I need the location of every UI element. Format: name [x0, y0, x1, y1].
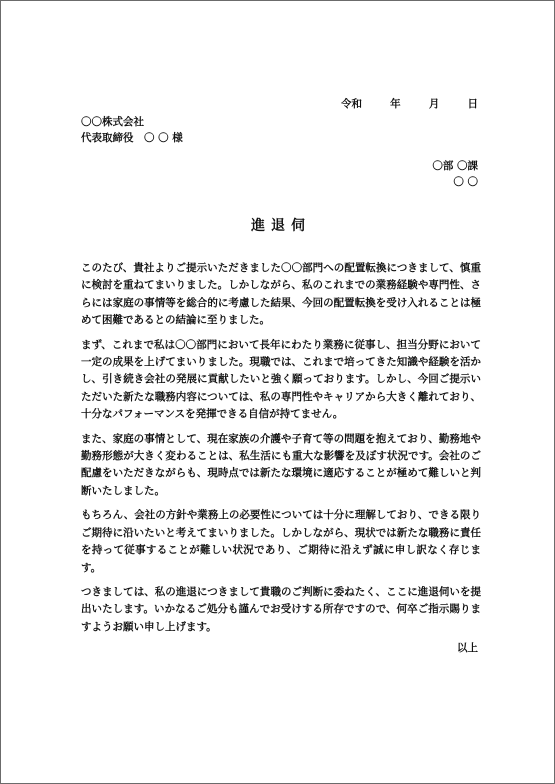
- recipient-block: [81, 114, 183, 146]
- body-paragraph: このたび、貴社よりご提示いただきました〇〇部門への配置転換につきまして、慎重に検討を重ねてまいりました。しかしながら、私のこれまでの業務経験や専門性、さらには家庭の事情等を総合的に考慮した結果、今回の配置転換を受け入れることは極めて困難であるとの結論に至りました。: [81, 262, 481, 327]
- sender-block: [81, 158, 478, 190]
- letter-date: 令和 年 月 日: [341, 98, 478, 110]
- letter-title: 進退伺: [251, 218, 311, 234]
- sender-name: 〇 〇: [453, 176, 478, 188]
- recipient-company: 〇〇株式会社: [81, 116, 144, 128]
- letter-body: [81, 260, 481, 643]
- closing-word: 以上: [457, 642, 478, 654]
- body-paragraph: まず、これまで私は〇〇部門において長年にわたり業務に従事し、担当分野において一定の成果を上げてまいりました。現職では、これまで培ってきた知識や経験を活かし、引き続き会社の発展に貢献したいと強く願っております。しかし、今回ご提示いただいた新たな職務内容については、私の専門性やキャリアから大きく離れており、十分なパフォーマンスを発揮できる自信が持てません。: [81, 338, 481, 421]
- sender-department: 〇部 〇課: [432, 160, 478, 172]
- body-paragraph: つきましては、私の進退につきまして貴職のご判断に委ねたく、ここに進退伺いを提出いたします。いかなるご処分も謹んでお受けする所存ですので、何卒ご指示賜りますようお願い申し上げます。: [81, 585, 481, 633]
- body-paragraph: また、家庭の事情として、現在家族の介護や子育て等の問題を抱えており、勤務地や勤務形態が大きく変わることは、私生活にも重大な影響を及ぼす状況です。会社のご配慮をいただきながらも、現時点では新たな環境に適応することが極めて難しいと判断いたしました。: [81, 432, 481, 497]
- body-paragraph: もちろん、会社の方針や業務上の必要性については十分に理解しており、できる限りご期待に沿いたいと考えてまいりました。しかしながら、現状では新たな職務に責任を持って従事することが難しい状況であり、ご期待に沿えず誠に申し訳なく存じます。: [81, 509, 481, 574]
- recipient-person: 代表取締役 〇 〇 様: [81, 132, 183, 144]
